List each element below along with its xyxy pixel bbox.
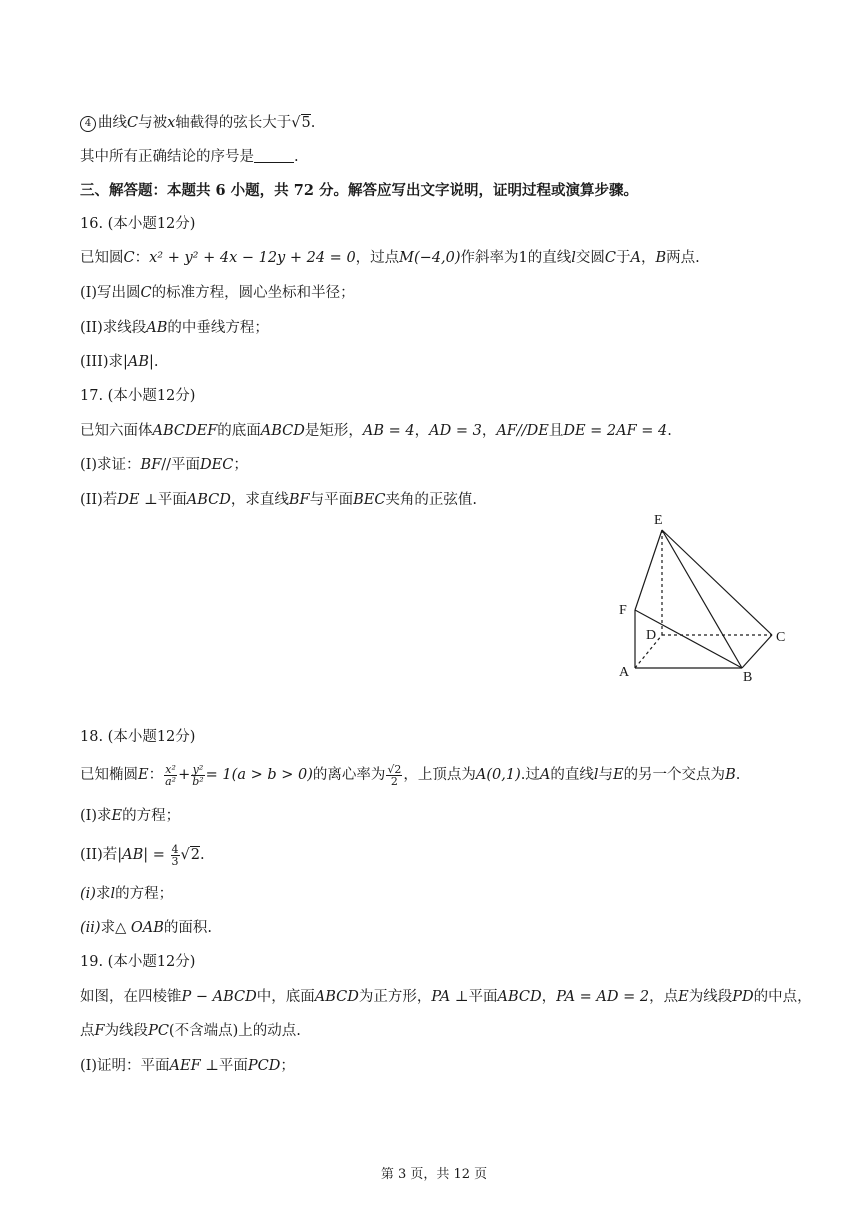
q15-answer-prompt: 其中所有正确结论的序号是 .: [80, 149, 299, 165]
fraction-eccentricity: $\frac{√2}{2}$: [387, 762, 402, 788]
hexahedron-figure: [605, 510, 800, 690]
q18-stem: 已知椭圆E： $\frac{\text{x²}}{\text{a²}}$ + $\frac{\text{y²}}{\text{b²}}$ = 1(a > b > 0)的离心率为 $\frac{√2}{2}$ ，上顶点为A(0,1).过A的直线l与E的另一个交点为B.: [80, 762, 741, 788]
answer-blank[interactable]: [254, 148, 294, 163]
label-F: F: [619, 603, 627, 618]
label-A: A: [619, 665, 630, 680]
edge-EC: [662, 530, 772, 635]
label-C: C: [776, 630, 786, 645]
q19-stem-line-2: 点F为线段PC(不含端点)上的动点.: [80, 1023, 301, 1039]
q18-part-1: (I)求E的方程；: [80, 808, 181, 824]
q15-item-4: 4 曲线C与被x轴截得的弦长大于√5.: [80, 113, 315, 133]
q17-part-2: (II)若DE ⊥平面ABCD，求直线BF与平面BEC夹角的正弦值.: [80, 492, 478, 508]
label-E: E: [654, 513, 663, 528]
edge-BC: [742, 635, 772, 668]
edge-EB: [662, 530, 742, 668]
q16-header: 16. (本小题12分): [80, 216, 196, 232]
page-footer: 第 3 页，共 12 页: [380, 1167, 488, 1182]
q18-part-2-i: (i)求l的方程；: [80, 886, 174, 902]
fraction-4-3: $\frac{4}{3}$: [171, 842, 179, 868]
q18-header: 18. (本小题12分): [80, 729, 196, 745]
q19-part-1: (I)证明：平面AEF ⊥平面PCD；: [80, 1058, 295, 1074]
label-D: D: [646, 628, 657, 643]
q18-part-2: (II)若|AB| = $\frac{4}{3}$ √2.: [80, 842, 205, 868]
section-3-title: 三、解答题：本题共 6 小题，共 72 分。解答应写出文字说明，证明过程或演算步骤。: [80, 182, 638, 199]
label-B: B: [743, 670, 753, 685]
fraction-x2-a2: $\frac{\text{x²}}{\text{a²}}$: [165, 762, 177, 788]
q18-part-2-ii: (ii)求△ OAB的面积.: [80, 920, 212, 936]
edge-EF: [635, 530, 662, 610]
q16-part-1: (I)写出圆C的标准方程，圆心坐标和半径；: [80, 285, 355, 301]
q17-part-1: (I)求证：BF//平面DEC；: [80, 457, 248, 473]
circled-number: 4: [80, 116, 96, 132]
fraction-y2-b2: $\frac{\text{y²}}{\text{b²}}$: [192, 762, 204, 788]
q19-stem-line-1: 如图，在四棱锥P − ABCD中，底面ABCD为正方形，PA ⊥平面ABCD，PA = AD = 2，点E为线段PD的中点，: [80, 989, 812, 1005]
q17-stem: 已知六面体ABCDEF的底面ABCD是矩形，AB = 4，AD = 3，AF//DE且DE = 2AF = 4.: [80, 423, 672, 439]
q16-part-3: (III)求|AB|.: [80, 354, 159, 370]
q16-part-2: (II)求线段AB的中垂线方程；: [80, 320, 269, 336]
q17-header: 17. (本小题12分): [80, 388, 196, 404]
q19-header: 19. (本小题12分): [80, 954, 196, 970]
q16-stem: 已知圆C：x² + y² + 4x − 12y + 24 = 0，过点M(−4,0)作斜率为1的直线l交圆C于A，B两点.: [80, 250, 700, 266]
